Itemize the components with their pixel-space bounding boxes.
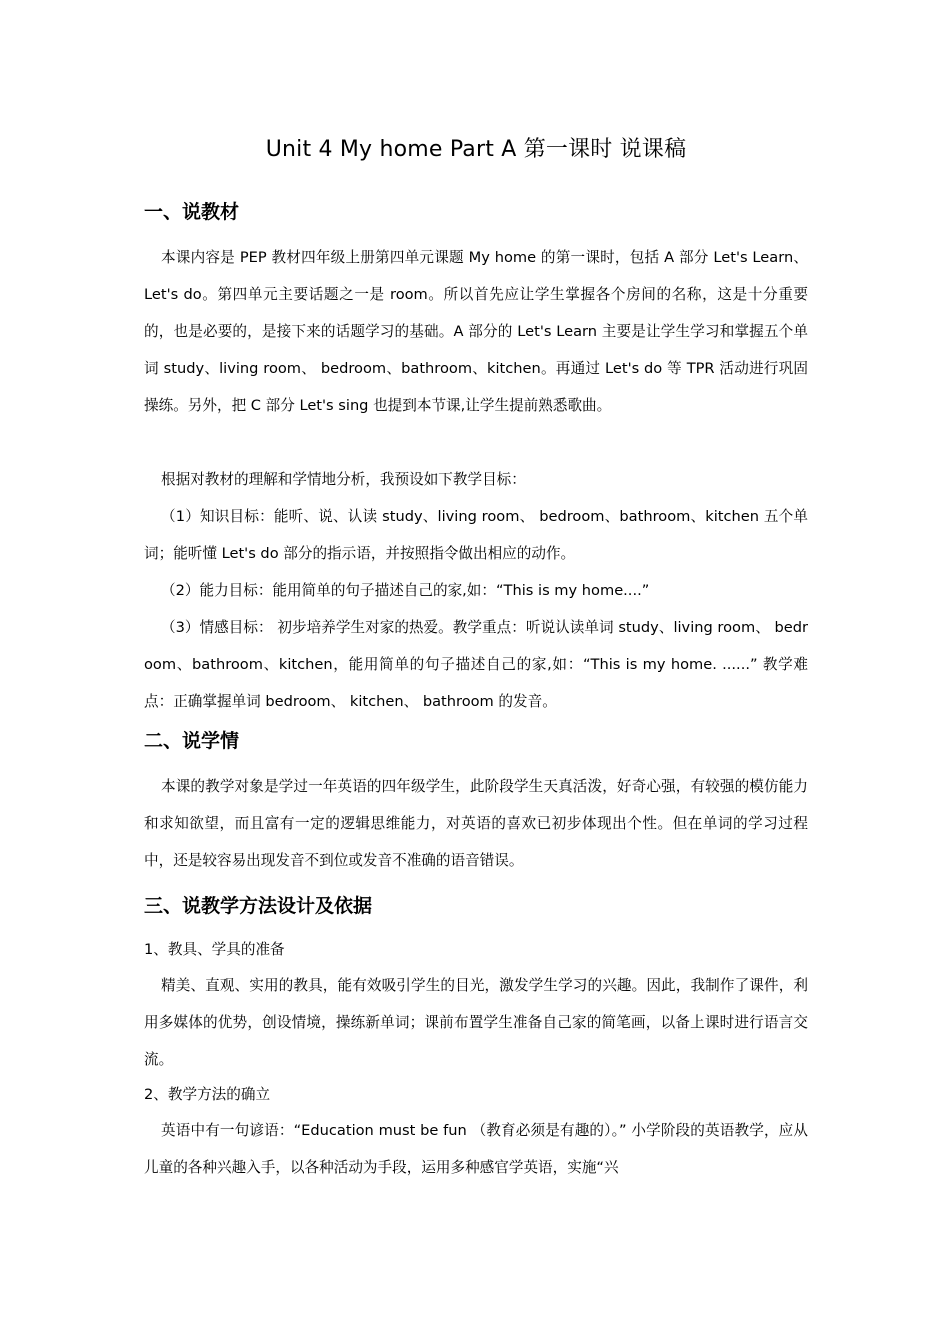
knowledge-objective: （1）知识目标：能听、说、认读 study、living room、 bedroom、bathroom、kitchen 五个单词；能听懂 Let's do 部分的指示语，并按照指令做出相应的动作。 [144,508,808,562]
paragraph: 本课的教学对象是学过一年英语的四年级学生，此阶段学生天真活泼，好奇心强，有较强的模仿能力和求知欲望，而且富有一定的逻辑思维能力，对英语的喜欢已初步体现出个性。但在单词的学习过程中，还是较容易出现发音不到位或发音不准确的语音错误。 [144,778,808,869]
paragraph: 本课内容是 PEP 教材四年级上册第四单元课题 My home 的第一课时，包括 A 部分 Let's Learn、 Let's do。第四单元主要话题之一是 room。所以首先应让学生掌握各个房间的名称，这是十分重要的，也是必要的，是接下来的话题学习的基础。A 部分的 Let's Learn 主要是让学生学习和掌握五个单词 study、living room、 bedroom、bathroom、kitchen。再通过 Let's do 等 TPR 活动进行巩固操练。另外，把 C 部分 Let's sing 也提到本节课,让学生提前熟悉歌曲。 [144,249,808,414]
sub-heading: 1、教具、学具的准备 [144,941,285,958]
paragraph: 英语中有一句谚语：“Education must be fun （教育必须是有趣的）。” 小学阶段的英语教学，应从儿童的各种兴趣入手，以各种活动为手段，运用多种感官学英语，实施“兴 [144,1122,808,1176]
emotional-objective: （3）情感目标： 初步培养学生对家的热爱。教学重点：听说认读单词 study、living room、 bedroom、bathroom、kitchen，能用简单的句子描述自己的家,如：“This is my home. ......” 教学难点：正确掌握单词 bedroom、 kitchen、 bathroom 的发音。 [144,619,808,710]
ability-objective: （2）能力目标：能用简单的句子描述自己的家,如：“This is my home....” [161,582,650,599]
section-student-analysis [144,726,808,879]
section-teaching-methods [144,891,808,1186]
section-heading: 三、说教学方法设计及依据 [144,895,373,917]
sub-heading: 2、教学方法的确立 [144,1086,271,1103]
section-heading: 二、说学情 [144,730,240,752]
section-teaching-material [144,197,808,720]
paragraph-spacer [144,424,808,461]
document-title: Unit 4 My home Part A 第一课时 说课稿 [265,137,687,162]
paragraph: 精美、直观、实用的教具，能有效吸引学生的目光，激发学生学习的兴趣。因此，我制作了课件，利用多媒体的优势，创设情境，操练新单词；课前布置学生准备自己家的简笔画，以备上课时进行语言交流。 [144,977,808,1068]
section-heading: 一、说教材 [144,201,240,223]
paragraph: 根据对教材的理解和学情地分析，我预设如下教学目标： [161,471,526,488]
document-content [144,133,808,1186]
